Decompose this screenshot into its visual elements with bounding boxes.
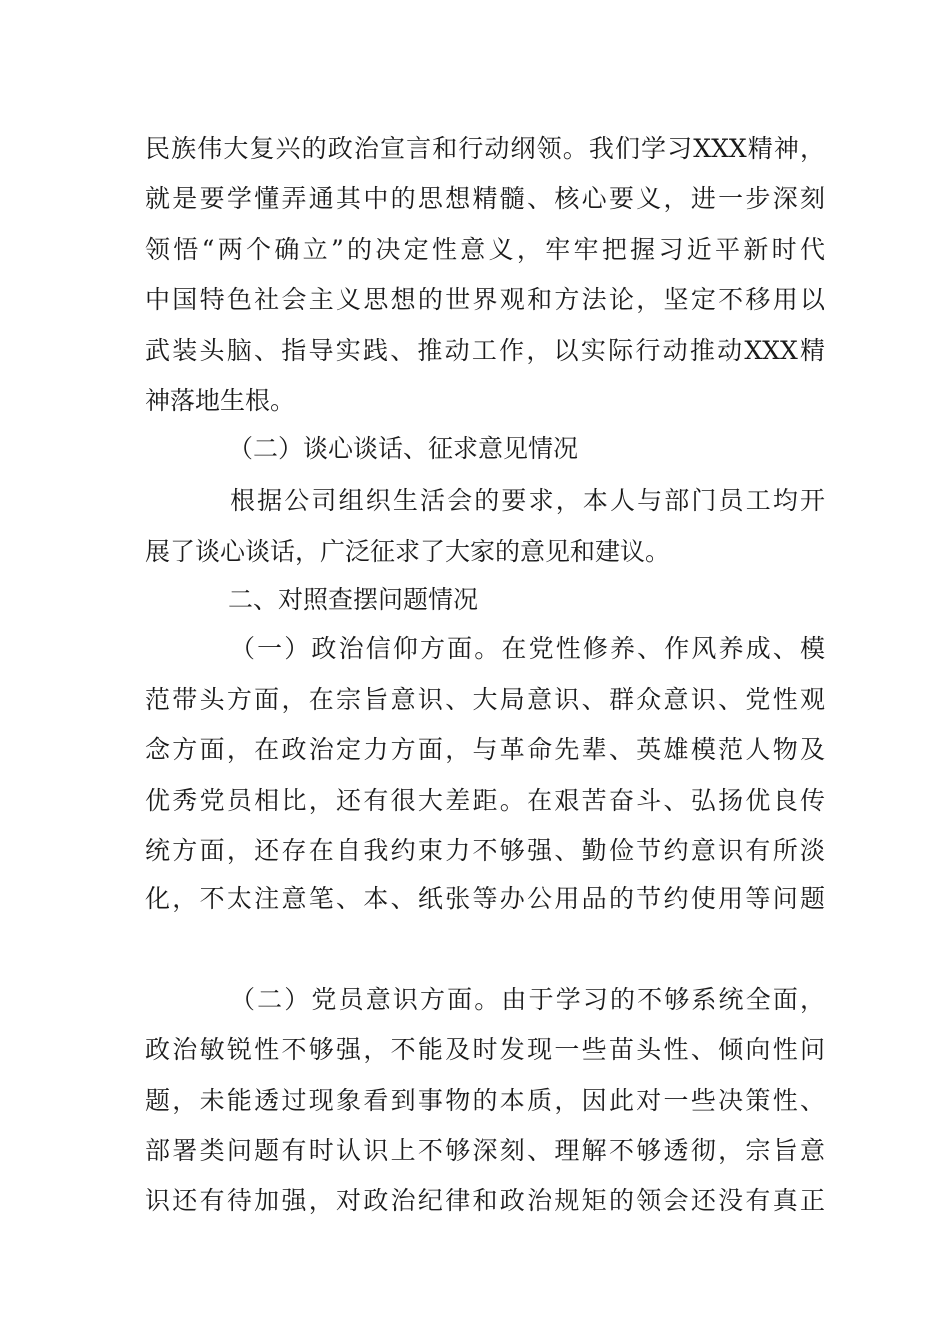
text-line: 题，未能透过现象看到事物的本质，因此对一些决策性、 [145,1086,825,1115]
text-line: 民族伟大复兴的政治宣言和行动纲领。我们学习XXX精神， [145,134,825,163]
text-line: 念方面，在政治定力方面，与革命先辈、英雄模范人物及 [145,735,825,764]
text-line: （一）政治信仰方面。在党性修养、作风养成、模 [230,634,825,663]
text-line: 化，不太注意笔、本、纸张等办公用品的节约使用等问题 [145,884,825,913]
text-line: 就是要学懂弄通其中的思想精髓、核心要义，进一步深刻 [145,184,825,213]
text-line: （二）党员意识方面。由于学习的不够系统全面， [230,985,825,1014]
text-line: 根据公司组织生活会的要求，本人与部门员工均开 [230,486,825,515]
text-line: 中国特色社会主义思想的世界观和方法论，坚定不移用以 [145,285,825,314]
text-line: 部署类问题有时认识上不够深刻、理解不够透彻，宗旨意 [145,1136,825,1165]
text-line: 政治敏锐性不够强，不能及时发现一些苗头性、倾向性问 [145,1035,825,1064]
text-line: 领悟“两个确立”的决定性意义，牢牢把握习近平新时代 [145,235,825,264]
text-line: 神落地生根。 [145,386,296,415]
section-heading: 二、对照查摆问题情况 [228,585,479,614]
text-line: 统方面，还存在自我约束力不够强、勤俭节约意识有所淡 [145,836,825,865]
text-line: 展了谈心谈话，广泛征求了大家的意见和建议。 [145,537,671,566]
text-line: 识还有待加强，对政治纪律和政治规矩的领会还没有真正 [145,1186,825,1215]
text-line: 优秀党员相比，还有很大差距。在艰苦奋斗、弘扬优良传 [145,786,825,815]
section-heading: （二）谈心谈话、征求意见情况 [228,434,579,463]
text-line: 武装头脑、指导实践、推动工作，以实际行动推动XXX精 [145,336,825,365]
text-line: 范带头方面，在宗旨意识、大局意识、群众意识、党性观 [145,685,825,714]
